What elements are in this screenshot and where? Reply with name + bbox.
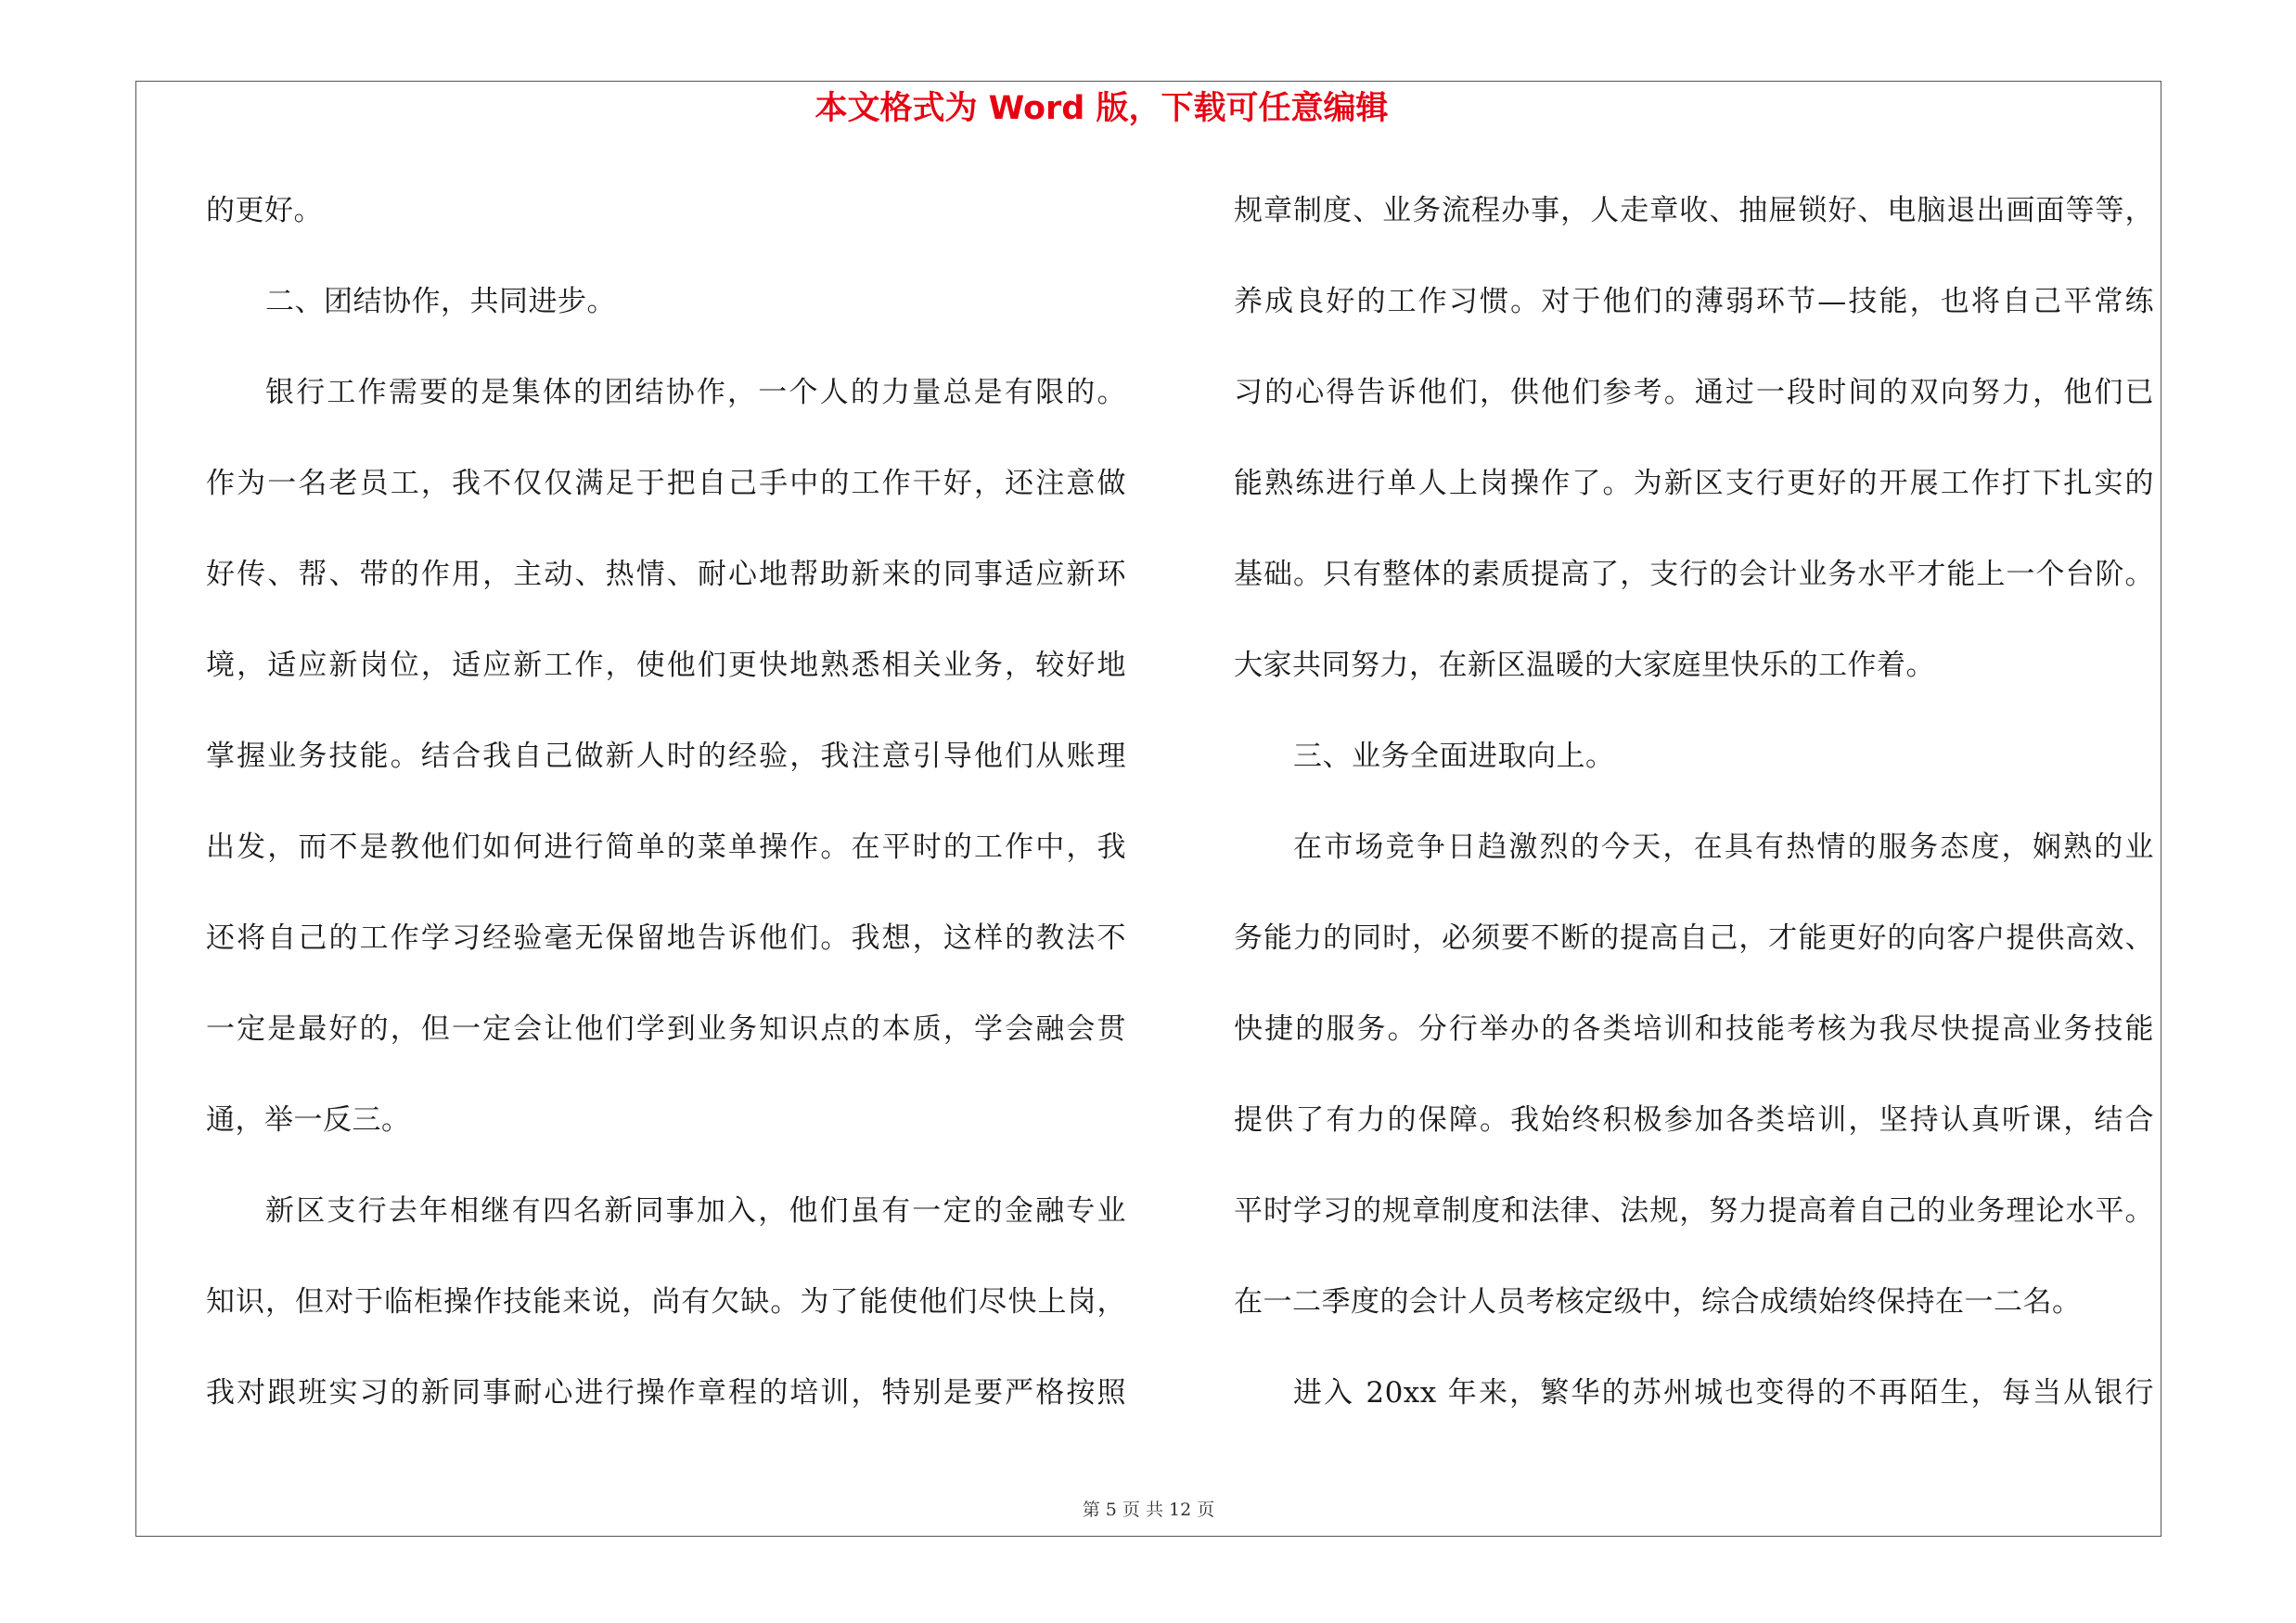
text-line: 大家共同努力，在新区温暖的大家庭里快乐的工作着。 [1234, 649, 1935, 682]
text-line: 习的心得告诉他们，供他们参考。通过一段时间的双向努力，他们已 [1234, 376, 2154, 409]
text-line: 提供了有力的保障。我始终积极参加各类培训，坚持认真听课，结合 [1234, 1103, 2154, 1137]
text-line: 作为一名老员工，我不仅仅满足于把自己手中的工作干好，还注意做 [206, 467, 1126, 500]
text-line: 知识，但对于临柜操作技能来说，尚有欠缺。为了能使他们尽快上岗， [206, 1285, 1126, 1319]
text-line: 平时学习的规章制度和法律、法规，努力提高着自己的业务理论水平。 [1234, 1194, 2154, 1228]
format-notice-header: 本文格式为 Word 版，下载可任意编辑 [815, 90, 1389, 127]
text-line: 出发，而不是教他们如何进行简单的菜单操作。在平时的工作中，我 [206, 831, 1126, 864]
text-line: 境，适应新岗位，适应新工作，使他们更快地熟悉相关业务，较好地 [206, 649, 1126, 682]
text-line: 一定是最好的，但一定会让他们学到业务知识点的本质，学会融会贯 [206, 1012, 1126, 1046]
text-line: 还将自己的工作学习经验毫无保留地告诉他们。我想，这样的教法不 [206, 921, 1126, 955]
text-line: 务能力的同时，必须要不断的提高自己，才能更好的向客户提供高效、 [1234, 921, 2154, 955]
section-heading: 三、业务全面进取向上。 [1293, 740, 1615, 773]
text-line: 快捷的服务。分行举办的各类培训和技能考核为我尽快提高业务技能 [1234, 1012, 2154, 1046]
text-line: 能熟练进行单人上岗操作了。为新区支行更好的开展工作打下扎实的 [1234, 467, 2154, 500]
text-line: 规章制度、业务流程办事，人走章收、抽屉锁好、电脑退出画面等等， [1234, 194, 2154, 227]
page-number-footer: 第 5 页 共 12 页 [1082, 1500, 1215, 1520]
right-text-column [1234, 165, 2154, 1438]
text-line: 新区支行去年相继有四名新同事加入，他们虽有一定的金融专业 [265, 1194, 1126, 1228]
text-line: 好传、帮、带的作用，主动、热情、耐心地帮助新来的同事适应新环 [206, 558, 1126, 591]
section-heading: 二、团结协作，共同进步。 [265, 285, 616, 318]
text-line: 我对跟班实习的新同事耐心进行操作章程的培训，特别是要严格按照 [206, 1376, 1126, 1410]
text-line: 养成良好的工作习惯。对于他们的薄弱环节—技能，也将自己平常练 [1234, 285, 2154, 318]
left-text-column [206, 165, 1126, 1438]
text-line: 基础。只有整体的素质提高了，支行的会计业务水平才能上一个台阶。 [1234, 558, 2154, 591]
text-line: 进入 20xx 年来，繁华的苏州城也变得的不再陌生，每当从银行 [1293, 1376, 2154, 1410]
text-line: 银行工作需要的是集体的团结协作，一个人的力量总是有限的。 [265, 376, 1126, 409]
text-line: 的更好。 [206, 194, 323, 227]
text-line: 掌握业务技能。结合我自己做新人时的经验，我注意引导他们从账理 [206, 740, 1126, 773]
text-line: 在市场竞争日趋激烈的今天，在具有热情的服务态度，娴熟的业 [1293, 831, 2154, 864]
text-line: 在一二季度的会计人员考核定级中，综合成绩始终保持在一二名。 [1234, 1285, 2082, 1319]
text-line: 通，举一反三。 [206, 1103, 411, 1137]
